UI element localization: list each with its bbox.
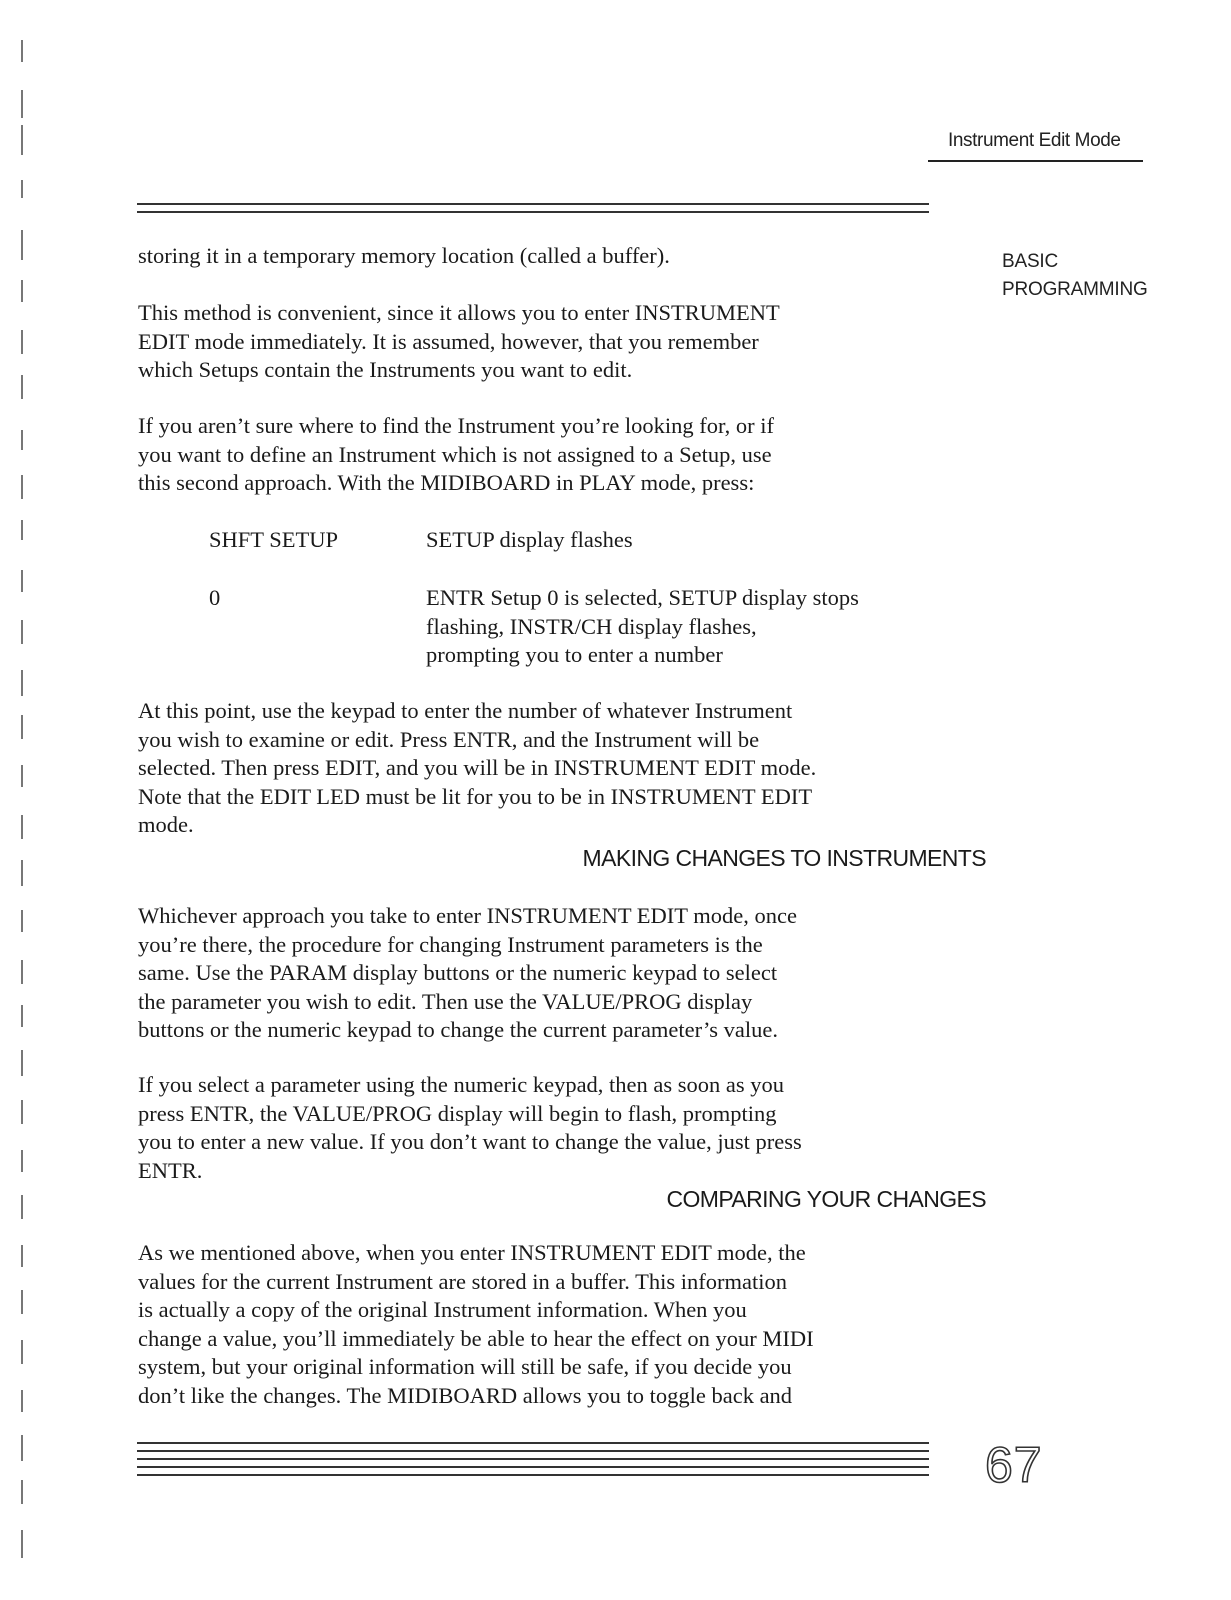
- top-rule-1: [137, 203, 929, 205]
- paragraph-3: If you aren’t sure where to find the Instrument you’re looking for, or if you want to define an Instrument which is not assigned to a Setup, use this second approach. With the MIDIBOARD in PLAY mode, press:: [138, 413, 774, 495]
- binding-margin: [18, 30, 26, 1570]
- step-result: SETUP display flashes: [426, 527, 633, 552]
- section-heading: COMPARING YOUR CHANGES: [666, 1186, 986, 1212]
- side-note-line: PROGRAMMING: [1002, 279, 1148, 300]
- paragraph-6: If you select a parameter using the numeric keypad, then as soon as you press ENTR, the VALUE/PROG display will begin to flash, prompting you to enter a new value. If you don’t want to change the value, just press ENTR.: [138, 1072, 802, 1183]
- paragraph-7: As we mentioned above, when you enter INSTRUMENT EDIT mode, the values for the current Instrument are stored in a buffer. This information is actually a copy of the original Instrument information. When you change a value, you’ll immediately be able to hear the effect on your MIDI system, but your original information will still be safe, if you decide you don’t like the changes. The MIDIBOARD allows you to toggle back and: [138, 1240, 814, 1408]
- paragraph-1: storing it in a temporary memory location (called a buffer).: [138, 243, 670, 268]
- side-note-line: BASIC: [1002, 251, 1059, 272]
- step-result: ENTR Setup 0 is selected, SETUP display stops flashing, INSTR/CH display flashes, prompting you to enter a number: [426, 585, 859, 667]
- step-keys: 0: [209, 585, 221, 610]
- step-keys: SHFT SETUP: [209, 527, 339, 552]
- paragraph-4: At this point, use the keypad to enter the number of whatever Instrument you wish to examine or edit. Press ENTR, and the Instrument will be selected. Then press EDIT, and you will be in INSTRUMENT EDIT mode. Note that the EDIT LED must be lit for you to be in INSTRUMENT EDIT mode.: [138, 698, 817, 837]
- bottom-rule-5: [137, 1474, 929, 1476]
- section-heading: MAKING CHANGES TO INSTRUMENTS: [582, 845, 986, 871]
- top-rule-2: [137, 211, 929, 213]
- bottom-rule-1: [137, 1442, 929, 1444]
- paragraph-2: This method is convenient, since it allows you to enter INSTRUMENT EDIT mode immediately. It is assumed, however, that you remember which Setups contain the Instruments you want to edit.: [138, 300, 780, 382]
- bottom-rule-4: [137, 1466, 929, 1468]
- paragraph-5: Whichever approach you take to enter INSTRUMENT EDIT mode, once you’re there, the procedure for changing Instrument parameters is the same. Use the PARAM display buttons or the numeric keypad to select the parameter you wish to edit. Then use the VALUE/PROG display buttons or the numeric keypad to change the current parameter’s value.: [138, 903, 797, 1042]
- side-note: [1002, 248, 1148, 304]
- bottom-rule-2: [137, 1450, 929, 1452]
- running-head-rule: [928, 160, 1143, 162]
- page-number: 67: [985, 1437, 1043, 1493]
- bottom-rule-3: [137, 1458, 929, 1460]
- running-head: Instrument Edit Mode: [948, 130, 1121, 151]
